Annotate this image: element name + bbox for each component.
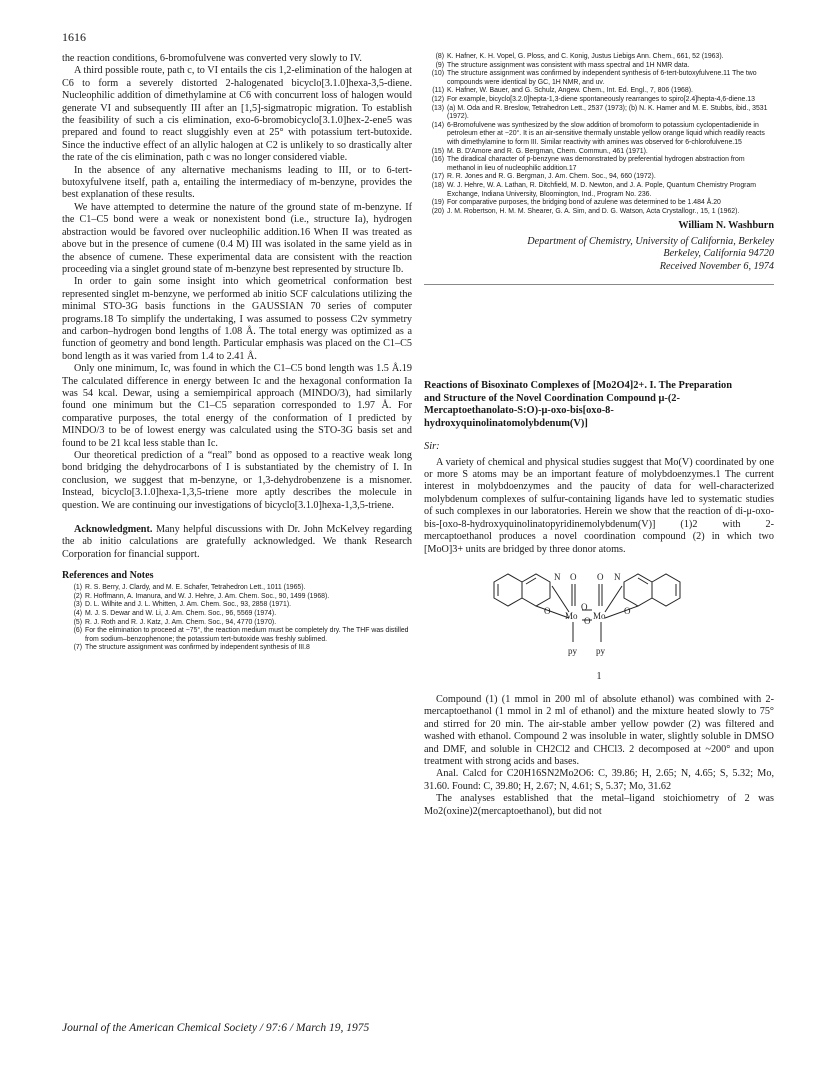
- reference-number: (2): [73, 592, 82, 600]
- reference-number: (1): [73, 584, 82, 592]
- reference-text: M. B. D'Amore and R. G. Bergman, Chem. Commun., 461 (1971).: [447, 147, 648, 155]
- reference-number: (3): [73, 601, 82, 609]
- author-signature: [424, 220, 774, 273]
- reference-text: K. Hafner, K. H. Vopel, G. Ploss, and C. Konig, Justus Liebigs Ann. Chem., 661, 52 (1963).: [447, 53, 724, 60]
- reference-text: The structure assignment was confirmed by independent synthesis of III.8: [85, 644, 310, 652]
- reference-item: [424, 62, 774, 71]
- salutation: Sir:: [424, 440, 440, 452]
- atom-label: py: [596, 645, 605, 656]
- author-department: Department of Chemistry, University of California, Berkeley: [527, 235, 774, 247]
- body-paragraph: Anal. Calcd for C20H16SN2Mo2O6: C, 39.86; H, 2.65; N, 4.65; S, 5.32; Mo, 31.60. Found: C, 39.80; H, 2.67; N, 4.61; S, 5.37; Mo, 31.62: [424, 768, 774, 792]
- body-paragraph: A third possible route, path c, to VI entails the cis 1,2-elimination of the halogen at C6 to form a severely distorted 2-halogenated bicyclo[3.1.0]hexa-3,5-diene. Nucleophilic addition of dimethylamine at C6 with concurrent loss of halogen would generate VI and subsequently III after an [1,5]-sigmatropic migration. To establish the feasibility of such a cis elimination, exo-6-bromobicyclo[3.1.0]hex-2-ene5 was prepared and found to react sluggishly even at 25° with potassium tert-butoxide. Since the inductive effect of an allylic halogen at C2 is unlikely to so drastically alter the rate of the cis elimination, path c was no longer considered viable.: [62, 65, 412, 164]
- reference-number: (15): [431, 147, 444, 155]
- reference-item: [62, 610, 412, 619]
- reference-text: The structure assignment was confirmed by independent synthesis of 6-tert-butoxyfulvene.11 The two compounds were identical by GC, 1H NMR, and uv.: [447, 70, 757, 86]
- reference-number: (7): [73, 644, 82, 652]
- quinoline-right: [624, 574, 680, 606]
- reference-text: W. J. Hehre, W. A. Lathan, R. Ditchfield, M. D. Newton, and J. A. Pople, Quantum Chemistry Program Exchange, Indiana University, Bloomington, Ind., Program No. 236.: [447, 181, 757, 198]
- atom-label: py: [568, 645, 577, 656]
- body-paragraph: We have attempted to determine the nature of the ground state of m-benzyne. If the C1–C5 bond were a weak or nonexistent bond (i.e., structure Ia), hydrogen abstraction would be favored over nucleophilic addition.16 When II was treated as above but in the presence of cumene (0.4 M) III was isolated in the same yield as in the absence of cumene. These experimental data are consistent with the reaction proceeding via a singlet ground state of m-benzyne best represented by structure Ib.: [62, 201, 412, 275]
- reference-item: [424, 53, 774, 62]
- reference-item: [424, 156, 774, 173]
- structure-diagram: [474, 562, 704, 670]
- reference-number: (14): [431, 121, 444, 129]
- article-title: Reactions of Bisoxinato Complexes of [Mo2O4]2+. I. The Preparation and Structure of the Novel Coordination Compound μ-(2-Mercaptoethanolato-S:O)-μ-oxo-bis[oxo-8-hydroxyquinolinatomolybdenum(V)]: [424, 380, 732, 430]
- reference-number: (8): [435, 53, 444, 60]
- structure-caption: 1: [596, 670, 602, 682]
- reference-item: [424, 122, 774, 148]
- reference-item: [424, 208, 774, 217]
- reference-item: [62, 619, 412, 628]
- reference-item: [424, 173, 774, 182]
- reference-number: (17): [431, 173, 444, 181]
- atom-label: O: [597, 571, 604, 582]
- reference-text: For the elimination to proceed at −75°, the reaction medium must be completely dry. The THF was distilled from sodium–benzophenone; the potassium tert-butoxide was freshly sublimed.: [85, 627, 409, 643]
- reference-item: [424, 148, 774, 157]
- received-date: Received November 6, 1974: [659, 260, 774, 272]
- bond-line: [605, 606, 638, 618]
- references-title: References and Notes: [62, 570, 154, 582]
- reference-number: (10): [431, 70, 444, 78]
- atom-label: O: [544, 605, 551, 616]
- reference-text: R. J. Roth and R. J. Katz, J. Am. Chem. Soc., 94, 4770 (1970).: [85, 618, 277, 626]
- reference-number: (9): [435, 61, 444, 69]
- bond-line: [605, 586, 622, 612]
- ring-shape: [522, 574, 550, 606]
- reference-text: J. M. Robertson, H. M. M. Shearer, G. A. Sim, and D. G. Watson, Acta Crystallogr., 15, 1 (1962).: [447, 207, 740, 215]
- ring-shape: [624, 574, 652, 606]
- atom-label: N: [554, 571, 561, 582]
- reference-item: [424, 182, 774, 199]
- reference-text: For comparative purposes, the bridging bond of azulene was determined to be 1.484 Å.20: [447, 199, 721, 207]
- reference-number: (4): [73, 610, 82, 618]
- author-city: Berkeley, California 94720: [663, 248, 774, 260]
- acknowledgment-text: Many helpful discussions with Dr. John McKelvey regarding the ab initio calculations are gratefully acknowledged. We thank Research Corporation for financial support.: [62, 524, 412, 560]
- reference-text: D. L. Wilhite and J. L. Whitten, J. Am. Chem. Soc., 93, 2858 (1971).: [85, 601, 292, 609]
- right-column: [424, 53, 774, 818]
- reference-item: [424, 70, 774, 87]
- reference-number: (16): [431, 156, 444, 164]
- reference-number: (13): [431, 104, 444, 112]
- reference-number: (11): [432, 87, 444, 95]
- page-number: 1616: [62, 30, 86, 44]
- atom-label: O: [584, 615, 591, 626]
- reference-number: (6): [73, 627, 82, 635]
- reference-item: [62, 584, 412, 593]
- reference-item: [424, 96, 774, 105]
- reference-text: R. Hoffmann, A. Imanura, and W. J. Hehre, J. Am. Chem. Soc., 90, 1499 (1968).: [85, 592, 330, 600]
- reference-text: R. R. Jones and R. G. Bergman, J. Am. Chem. Soc., 94, 660 (1972).: [447, 173, 656, 181]
- acknowledgment: [62, 524, 412, 561]
- reference-text: (a) M. Oda and R. Breslow, Tetrahedron Lett., 2537 (1973); (b) N. K. Hamer and M. E. Stubbs, ibid., 3531 (1972).: [447, 104, 768, 121]
- body-paragraph: the reaction conditions, 6-bromofulvene was converted very slowly to IV.: [62, 53, 362, 64]
- reference-number: (20): [431, 207, 444, 215]
- reference-item: [62, 644, 412, 653]
- reference-number: (19): [431, 199, 444, 207]
- reference-item: [424, 105, 774, 122]
- reference-text: For example, bicyclo[3.2.0]hepta-1,3-diene spontaneously rearranges to spiro[2.4]hepta-4,6-diene.13: [447, 95, 755, 103]
- bond-line: [552, 586, 569, 612]
- reference-number: (12): [431, 95, 444, 103]
- reference-number: (18): [431, 181, 444, 189]
- body-paragraph: Compound (1) (1 mmol in 200 ml of absolute ethanol) was combined with 2-mercaptoethanol (1 mmol in 2 ml of ethanol) and the mixture heated slowly to 75° and stirred for 20 min. The air-stable amber yellow powder (2) was filtered and washed with ethanol. Compound 2 was insoluble in water, slightly soluble in DMSO and DMF, and soluble in CH2Cl2 and CHCl3. 2 decomposed at ~200° and upon treatment with strong acids and bases.: [424, 693, 774, 767]
- author-name: William N. Washburn: [678, 220, 774, 232]
- body-paragraph: In the absence of any alternative mechanisms leading to III, or to 6-tert-butoxyfulvene itself, path a, entailing the intermediacy of m-benzyne, provides the best explanation of these results.: [62, 164, 412, 201]
- atom-label: O: [570, 571, 577, 582]
- atom-label: Mo: [565, 610, 578, 621]
- body-paragraph: Only one minimum, Ic, was found in which the C1–C5 bond length was 1.5 Å.19 The calculated difference in energy between Ic and the hexagonal conformation Ia was 54 kcal. Dewar, using a semiempirical approach (MINDO/3), had similarly found one minimum but the C1–C5 separation corresponded to 1.97 Å. For comparative purposes, the total energy of the conformation of I predicted by MINDO/3 to be of lowest energy was calculated using the STO-3G basis set and found to be 21 kcal less stable than Ic.: [62, 363, 412, 449]
- body-paragraph: A variety of chemical and physical studies suggest that Mo(V) coordinated by one or more S atoms may be an important feature of molybdoenzymes.1 The current interest in molybdoenzymes and the paucity of data for well-characterized molybdenum complexes of sulfur-containing ligands have led to systematic studies of such complexes in our laboratories. Herein we show that the reaction of di-μ-oxo-bis-[oxo-8-hydroxyquinolinatopyridinemolybdenum(V)] (1)2 with 2-mercaptoethanol produces a novel coordination compound (2) in which two [MoO]3+ units are bridged by three donor atoms.: [424, 456, 774, 555]
- reference-text: 6-Bromofulvene was synthesized by the slow addition of bromoform to potassium cyclopentadienide in petroleum ether at −20°. It is an air-sensitive thermally unstable yellow orange liquid which readily reacts with dimethylamine to form III. Similar reactivity with amines was observed for 6-chlorofulvene.15: [447, 121, 765, 146]
- reference-text: K. Hafner, W. Bauer, and G. Schulz, Angew. Chem., Int. Ed. Engl., 7, 806 (1968).: [447, 87, 693, 95]
- quinoline-left: [494, 574, 550, 606]
- atom-label: O: [624, 605, 631, 616]
- reference-text: The diradical character of p-benzyne was demonstrated by preferential hydrogen abstraction from methanol in lieu of nucleophilic addition.17: [447, 156, 745, 172]
- body-paragraph: In order to gain some insight into which geometrical conformation best represented singlet m-benzyne, we performed ab initio SCF calculations utilizing the minimal STO-3G basis functions in the GAUSSIAN 70 series of computer programs.18 To simplify the undertaking, I was assumed to possess C2v symmetry and carbon–hydrogen bond lengths of 1.08 Å. The total energy was optimized as a function of geometry and bond length. Particular emphasis was placed on the C1–C5 bond length as it was varied from 1.4 to 2.41 Å.: [62, 276, 412, 362]
- reference-item: [62, 627, 412, 644]
- body-paragraph: The analyses established that the metal–ligand stoichiometry of 2 was Mo2(oxine)2(mercaptoethanol), but did not: [424, 793, 774, 817]
- reference-text: M. J. S. Dewar and W. Li, J. Am. Chem. Soc., 96, 5569 (1974).: [85, 610, 277, 618]
- reference-item: [62, 601, 412, 610]
- reference-item: [424, 199, 774, 208]
- body-paragraph: Our theoretical prediction of a “real” bond as opposed to a reactive weak long bond bridging the dehydrocarbons of I is substantiated by the chemistry of I. In conclusion, we suggest that m-benzyne, or 1,3-dehydrobenzene is a misnomer. Instead, bicyclo[3.1.0]hexa-1,3,5-triene more aptly describes the molecule in question. We are continuing our investigations of bicyclo[3.1.0]hexa-1,3,5-triene.: [62, 450, 412, 511]
- left-column: [62, 53, 412, 653]
- section-divider: [424, 284, 774, 285]
- reference-text: R. S. Berry, J. Clardy, and M. E. Schafer, Tetrahedron Lett., 1011 (1965).: [85, 584, 306, 592]
- reference-item: [424, 87, 774, 96]
- journal-footer: Journal of the American Chemical Society / 97:6 / March 19, 1975: [62, 1022, 370, 1034]
- atom-label: Mo: [593, 610, 606, 621]
- reference-text: The structure assignment was consistent with mass spectral and 1H NMR data.: [447, 61, 690, 69]
- reference-item: [62, 593, 412, 602]
- atom-label: N: [614, 571, 621, 582]
- reference-number: (5): [73, 618, 82, 626]
- atom-label: O: [581, 601, 588, 612]
- acknowledgment-label: Acknowledgment.: [74, 524, 153, 536]
